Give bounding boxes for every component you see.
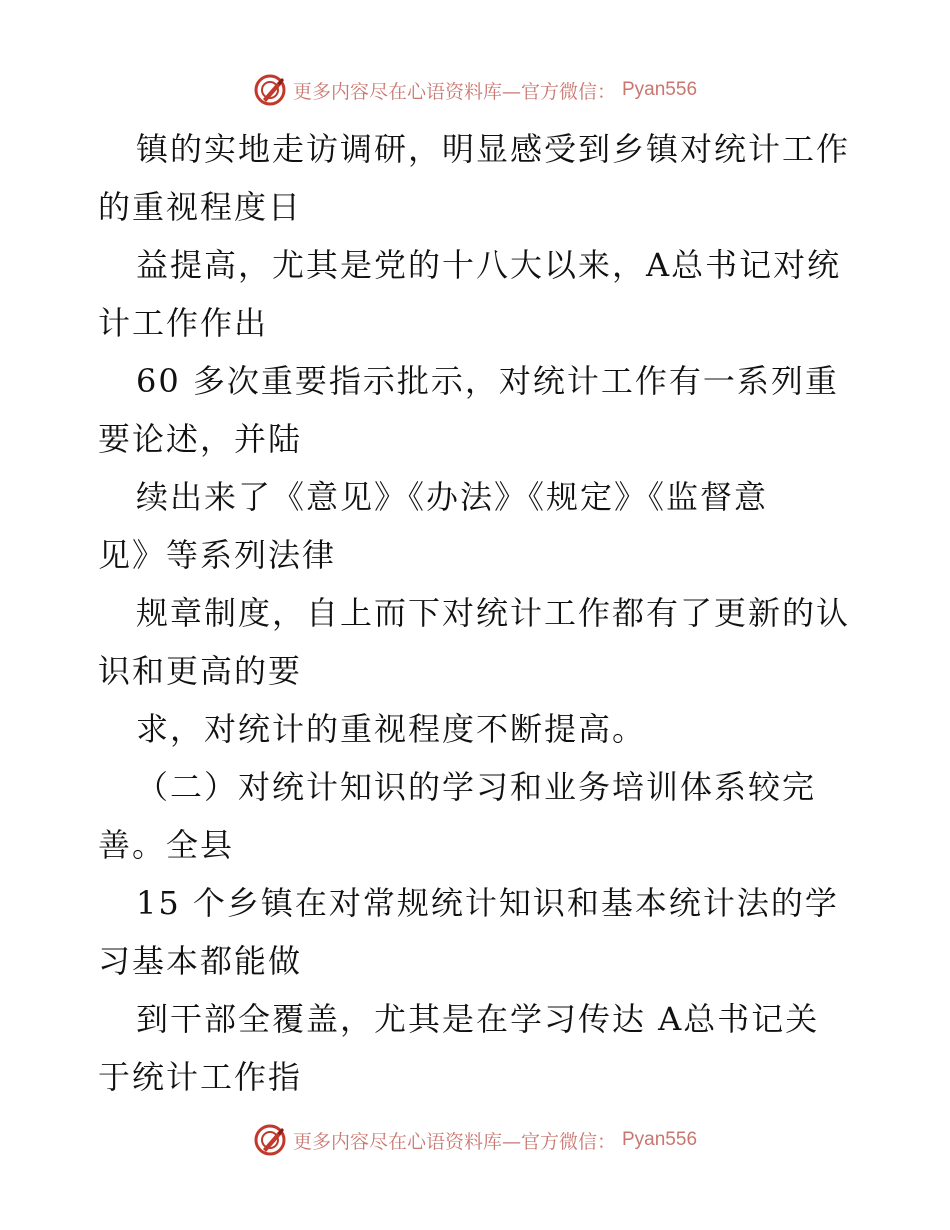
text-line-12: （二）对统计知识的学习和业务培训体系较完 <box>136 768 817 806</box>
text-line-8: 见》等系列法律 <box>98 536 337 574</box>
text-line-13: 善。全县 <box>98 826 235 864</box>
header-watermark <box>0 70 950 110</box>
text-line-14: 15 个乡镇在对常规统计知识和基本统计法的学 <box>136 884 839 922</box>
text-line-5: 60 多次重要指示批示，对统计工作有一系列重 <box>136 362 839 400</box>
watermark-text: 更多内容尽在心语资料库—官方微信： <box>292 80 616 103</box>
text-line-1: 镇的实地走访调研，明显感受到乡镇对统计工作 <box>136 130 851 168</box>
pen-logo-icon <box>253 1123 287 1157</box>
text-line-2: 的重视程度日 <box>98 188 303 226</box>
watermark-account: Pyan556 <box>622 1129 698 1150</box>
watermark-account: Pyan556 <box>622 79 698 100</box>
text-line-3: 益提高，尤其是党的十八大以来，A总书记对统 <box>136 246 842 284</box>
text-line-16: 到干部全覆盖，尤其是在学习传达 A总书记关 <box>136 1000 820 1038</box>
text-line-10: 识和更高的要 <box>98 652 303 690</box>
document-body <box>98 120 858 1106</box>
watermark-text: 更多内容尽在心语资料库—官方微信： <box>292 1130 616 1153</box>
text-line-15: 习基本都能做 <box>98 942 303 980</box>
text-line-11: 求，对统计的重视程度不断提高。 <box>136 710 647 748</box>
text-line-7: 续出来了《意见》《办法》《规定》《监督意 <box>136 478 769 516</box>
text-line-17: 于统计工作指 <box>98 1058 303 1096</box>
pen-logo-icon <box>253 73 287 107</box>
text-line-4: 计工作作出 <box>98 304 269 342</box>
footer-watermark <box>0 1120 950 1160</box>
text-line-9: 规章制度，自上而下对统计工作都有了更新的认 <box>136 594 851 632</box>
text-line-6: 要论述，并陆 <box>98 420 303 458</box>
